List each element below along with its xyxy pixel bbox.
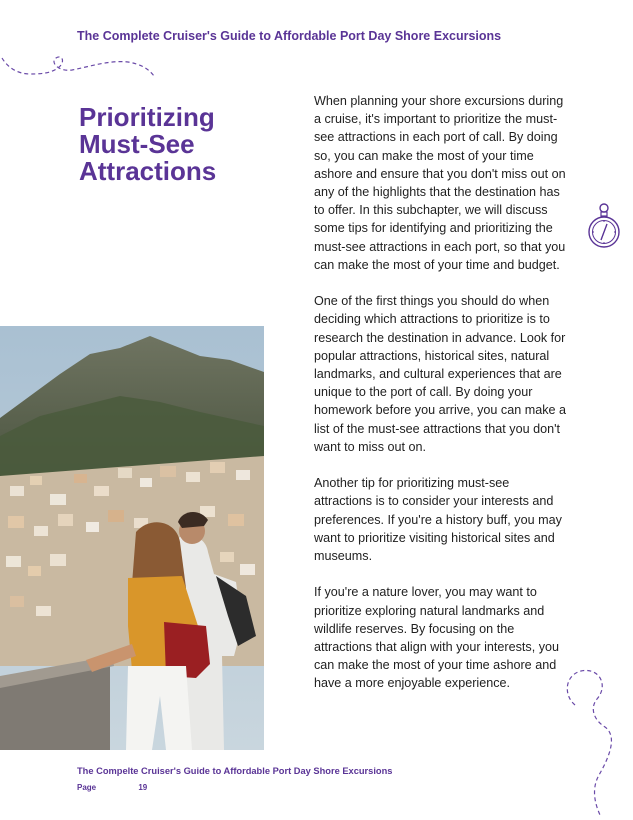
body-text [314,92,570,711]
compass-icon [577,200,621,254]
paragraph: When planning your shore excursions during a cruise, it's important to prioritize the must-see attractions in each port of call. By doing so, you can make the most of your time ashore and ensure that you don't miss out on any of the highlights that the destination has to offer. In this subchapter, we will discuss some tips for identifying and prioritizing the must-see attractions in each port, so that you can make the most of your time and budget. [314,94,566,272]
page-number: 19 [138,783,148,792]
paragraph: If you're a nature lover, you may want to prioritize exploring natural landmarks and wildlife reserves. By focusing on the attractions that align with your interests, you can make the most of your time ashore and have a more enjoyable experience. [314,585,560,691]
running-footer: The Compelte Cruiser's Guide to Affordable Port Day Shore Excursions [77,766,393,776]
photo-couple-overlooking-hillside-town [0,326,264,750]
page-label: Page [77,783,97,792]
section-heading: Prioritizing Must-See Attractions [79,102,217,186]
dashed-swirl-decoration [0,50,160,86]
dashed-curl-decoration [555,665,633,820]
paragraph: Another tip for prioritizing must-see attractions is to consider your interests and preferences. If you're a history buff, you may want to prioritize visiting historical sites and museums. [314,476,562,564]
paragraph: One of the first things you should do when deciding which attractions to prioritize is to research the destination in advance. Look for popular attractions, historical sites, natural landmarks, and cultural experiences that are unique to the port of call. By doing your homework before you arrive, you can make a list of the must-see attractions that you don't want to miss out on. [314,294,566,454]
running-header: The Complete Cruiser's Guide to Affordable Port Day Shore Excursions [77,29,502,43]
page-indicator [77,783,147,792]
